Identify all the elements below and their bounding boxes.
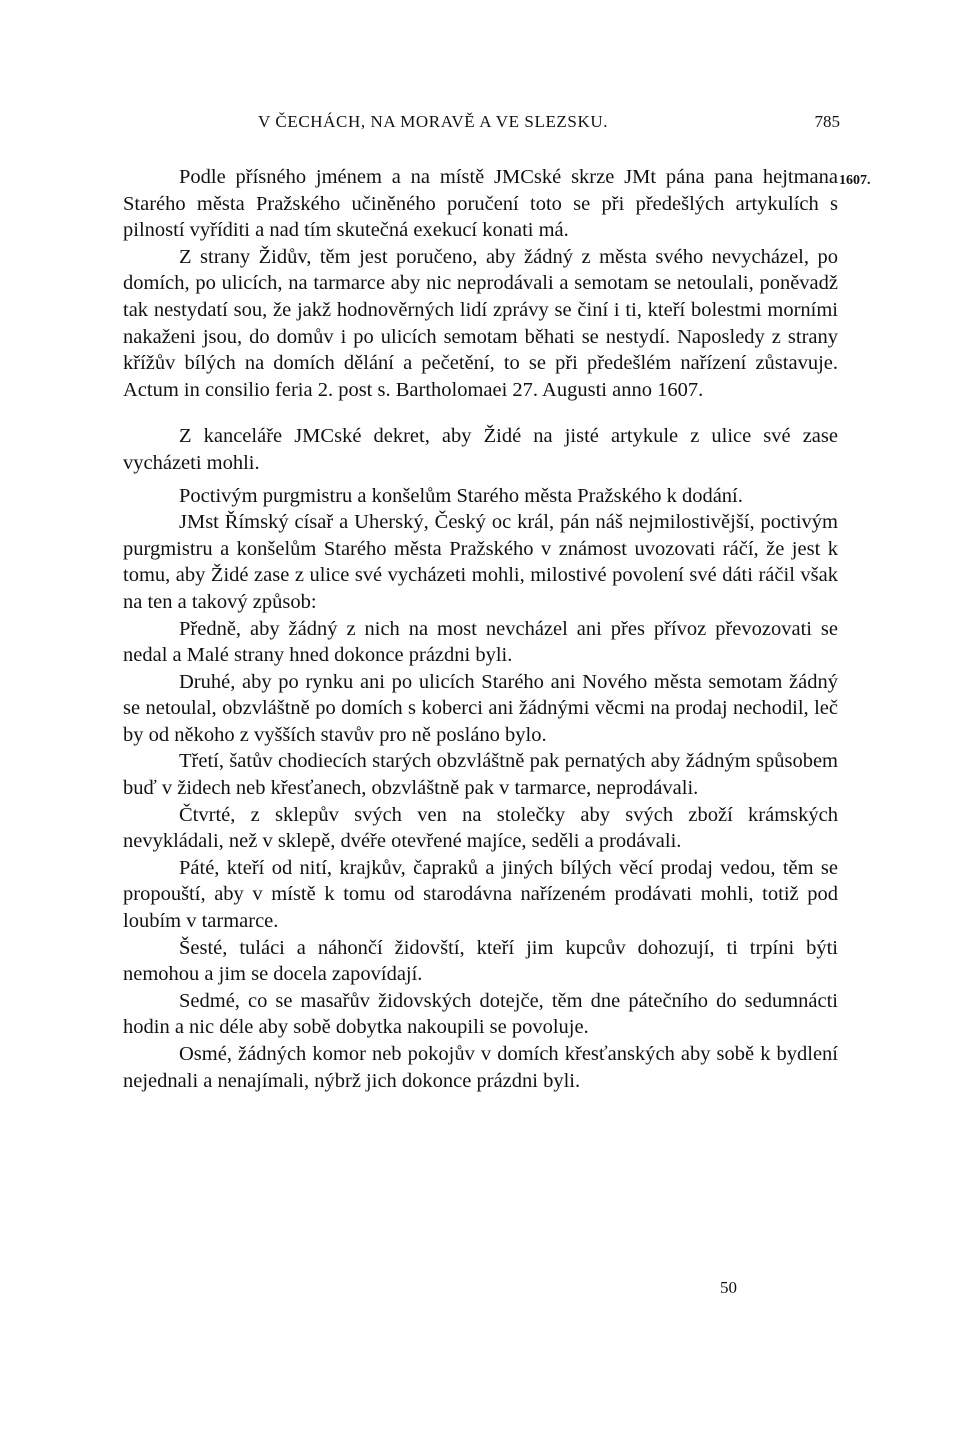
article-sixth: Šesté, tuláci a náhončí židovští, kteří jim kupcův dohozují, ti trpíni býti nemohou a jim se docela zapovídají. — [123, 936, 838, 986]
article-second: Druhé, aby po rynku ani po ulicích Starého ani Nového města semotam žádný se netoulal, obzvláštně po domích s koberci ani žádnými věcmi na prodaj nechodil, leč by od někoho z vyšších stavův pro ně posláno bylo. — [123, 670, 838, 746]
addressee-line: Poctivým purgmistru a konšelům Starého města Pražského k dodání. — [179, 484, 743, 507]
article-fourth: Čtvrté, z sklepův svých ven na stolečky aby svých zboží krámských nevykládali, než v sklepě, dvéře otevřené majíce, seděli a prodávali. — [123, 803, 838, 853]
decree-heading: Z kanceláře JMCské dekret, aby Židé na jisté artykule z ulice své zase vycházeti mohli. — [123, 425, 838, 474]
article-eighth: Osmé, žádných komor neb pokojův v domích křesťanských aby sobě k bydlení nejednali a nenajímali, nýbrž jich dokonce prázdni byli. — [123, 1043, 838, 1092]
article-seventh: Sedmé, co se masařův židovských dotejče, těm dne pátečního do sedumnácti hodin a nic déle aby sobě dobytka nakoupili se povoluje. — [123, 989, 838, 1039]
running-head: V ČECHÁCH, NA MORAVĚ A VE SLEZSKU. — [258, 112, 609, 131]
paragraph-permission: JMst Římský císař a Uherský, Český oc král, pán náš nejmilostivější, poctivým purgmistru a konšelům Starého města Pražského v známost uvozovati ráčí, že jest k tomu, aby Židé zase z ulice své vycházeti mohli, milostivé povolení své dáti ráčil však na ten a takový způsob: — [123, 511, 838, 613]
article-first: Předně, aby žádný z nich na most nevcházel ani přes přívoz převozovati se nedal a Malé strany hned dokonce prázdni byli. — [123, 617, 838, 667]
page-number: 785 — [814, 112, 840, 131]
paragraph-execution: Podle přísného jménem a na místě JMCské skrze JMt pána pana hejtmana Starého města Pražského učiněného poručení toto se při předešlých artykulích s pilností vyříditi a nad tím skutečná exekucí konati má. — [123, 166, 838, 242]
signature-mark: 50 — [720, 1278, 737, 1297]
main-text — [123, 164, 838, 1094]
article-third: Třetí, šatův chodiecích starých obzvláštně pak pernatých aby žádným spůsobem buď v židech neb křesťanech, obzvláštně pak v tarmarce, neprodávali. — [123, 750, 838, 800]
article-fifth: Páté, kteří od nití, krajkův, čapraků a jiných bílých věcí prodaj vedou, těm se propouští, aby v místě k tomu od starodávna nařízeném prodávati mohli, totiž pod loubím v tarmarce. — [123, 856, 838, 933]
paragraph-jews-restriction: Z strany Židův, těm jest poručeno, aby žádný z města svého nevycházel, po domích, po ulicích, na tarmarce aby nic neprodávali a semotam se netoulali, poněvadž tak nestydatí sou, že jakž hodnověrných lidí zprávy se činí i ti, kteří bolestmi morními nakaženi jsou, do domův i po ulicích semotam běhati se nestydí. Naposledy z strany křížův bílých na domích dělání a pečetění, to se při předešlém nařízení zůstavuje. Actum in consilio feria 2. post s. Bartholomaei 27. Augusti anno 1607. — [123, 245, 838, 401]
margin-year-note: 1607. — [839, 173, 871, 188]
